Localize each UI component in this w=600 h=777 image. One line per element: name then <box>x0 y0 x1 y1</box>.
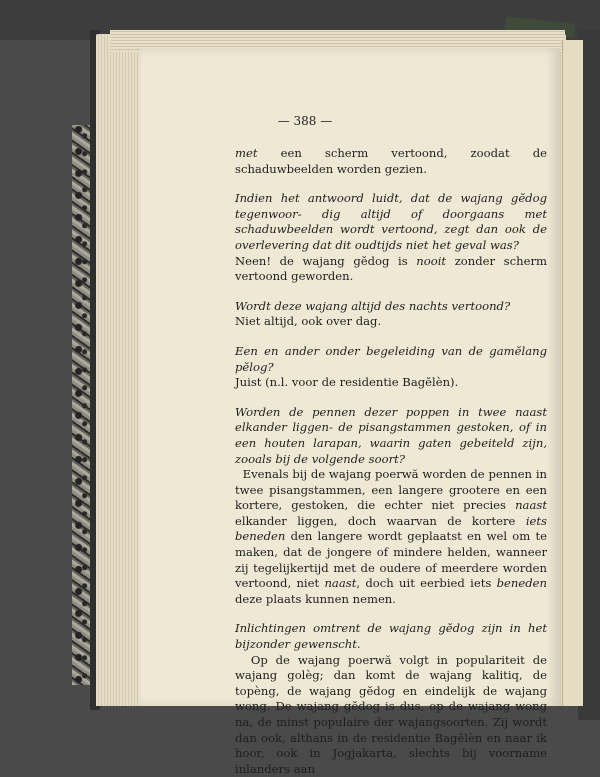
answer-4-em-1: naast <box>515 498 547 513</box>
question-1-line-1: Indien het antwoord luidt, dat de wajang gĕdog tegenwoor- <box>235 191 547 221</box>
book-page <box>140 48 560 776</box>
paragraph-1 <box>235 146 547 177</box>
question-4-line-3: gaten gebeiteld zijn, zooals bij de volgende soort? <box>235 435 548 466</box>
answer-4-part-1: Evenals bij de wajang poerwă worden de pennen in twee pisangstammen, een langere grootere en een kortere, gestoken, die echter niet precies <box>235 467 547 513</box>
answer-4-part-4: , doch uit eerbied iets <box>356 576 497 591</box>
question-3: Een en ander onder begeleiding van de gamĕlang pĕlog? <box>235 343 547 374</box>
answer-1-start: Neen! de wajang gĕdog is <box>235 253 417 268</box>
answer-5 <box>235 653 547 777</box>
answer-4-em-2: iets beneden <box>235 513 547 544</box>
answer-3: Juist (n.l. voor de residentie Bagĕlèn). <box>235 375 459 390</box>
page-number: — 388 — <box>277 114 333 128</box>
facing-page-edge <box>562 40 583 706</box>
answer-4 <box>235 467 547 607</box>
question-5: Inlichtingen omtrent de wajang gĕdog zijn in het bijzonder gewenscht. <box>235 621 547 652</box>
answer-4-part-5: deze plaats kunnen nemen. <box>235 591 396 606</box>
answer-2: Niet altijd, ook over dag. <box>235 314 382 329</box>
answer-4-part-3: den langere wordt geplaatst en wel om te maken, dat de jongere of mindere helden, wanneer zij tegelijkertijd met de oudere of meerdere worden vertoond, niet <box>235 529 547 591</box>
question-1-line-2: dig altijd of doorgaans met schaduwbeelden wordt vertoond, <box>235 206 548 237</box>
answer-4-part-2: elkander liggen, doch waarvan de kortere <box>235 513 526 528</box>
answer-1-em: nooit <box>416 253 447 268</box>
question-1 <box>235 191 547 253</box>
answer-5-text: Op de wajang poerwă volgt in populariteit de wajang golèg; dan komt de wajang kalitiq, de topèng, de wajang gĕdog en eindelijk de wajang wong. De wajang gĕdog is dus, op de wajang wong na, de minst populaire der wajangsoorten. Zij wordt dan ook, althans in de residentie Bagĕlèn en naar ik hoor, ook in Jogjakarta, slechts bij voorname inlanders aan <box>235 652 548 776</box>
paragraph-1-em: met <box>235 146 258 160</box>
question-4-line-1: Worden de pennen dezer poppen in twee naast elkander liggen- <box>235 404 547 435</box>
question-4 <box>235 405 547 467</box>
page-text <box>235 146 547 777</box>
answer-4-em-3: naast <box>324 576 357 591</box>
answer-1-end: zonder scherm vertoond geworden. <box>235 253 547 284</box>
answer-4-em-4: beneden <box>496 576 547 591</box>
paragraph-1-text: een scherm vertoond, zoodat de schaduwbeelden worden gezien. <box>235 146 547 176</box>
answer-1 <box>235 254 547 285</box>
question-4-line-2: de pisangstammen gestoken, of in een houten larapan, waarin <box>235 420 547 450</box>
question-2: Wordt deze wajang altijd des nachts vertoond? <box>235 298 511 313</box>
question-1-line-3: zegt dan ook de overlevering dat dit oudtijds niet het geval was? <box>235 222 547 252</box>
